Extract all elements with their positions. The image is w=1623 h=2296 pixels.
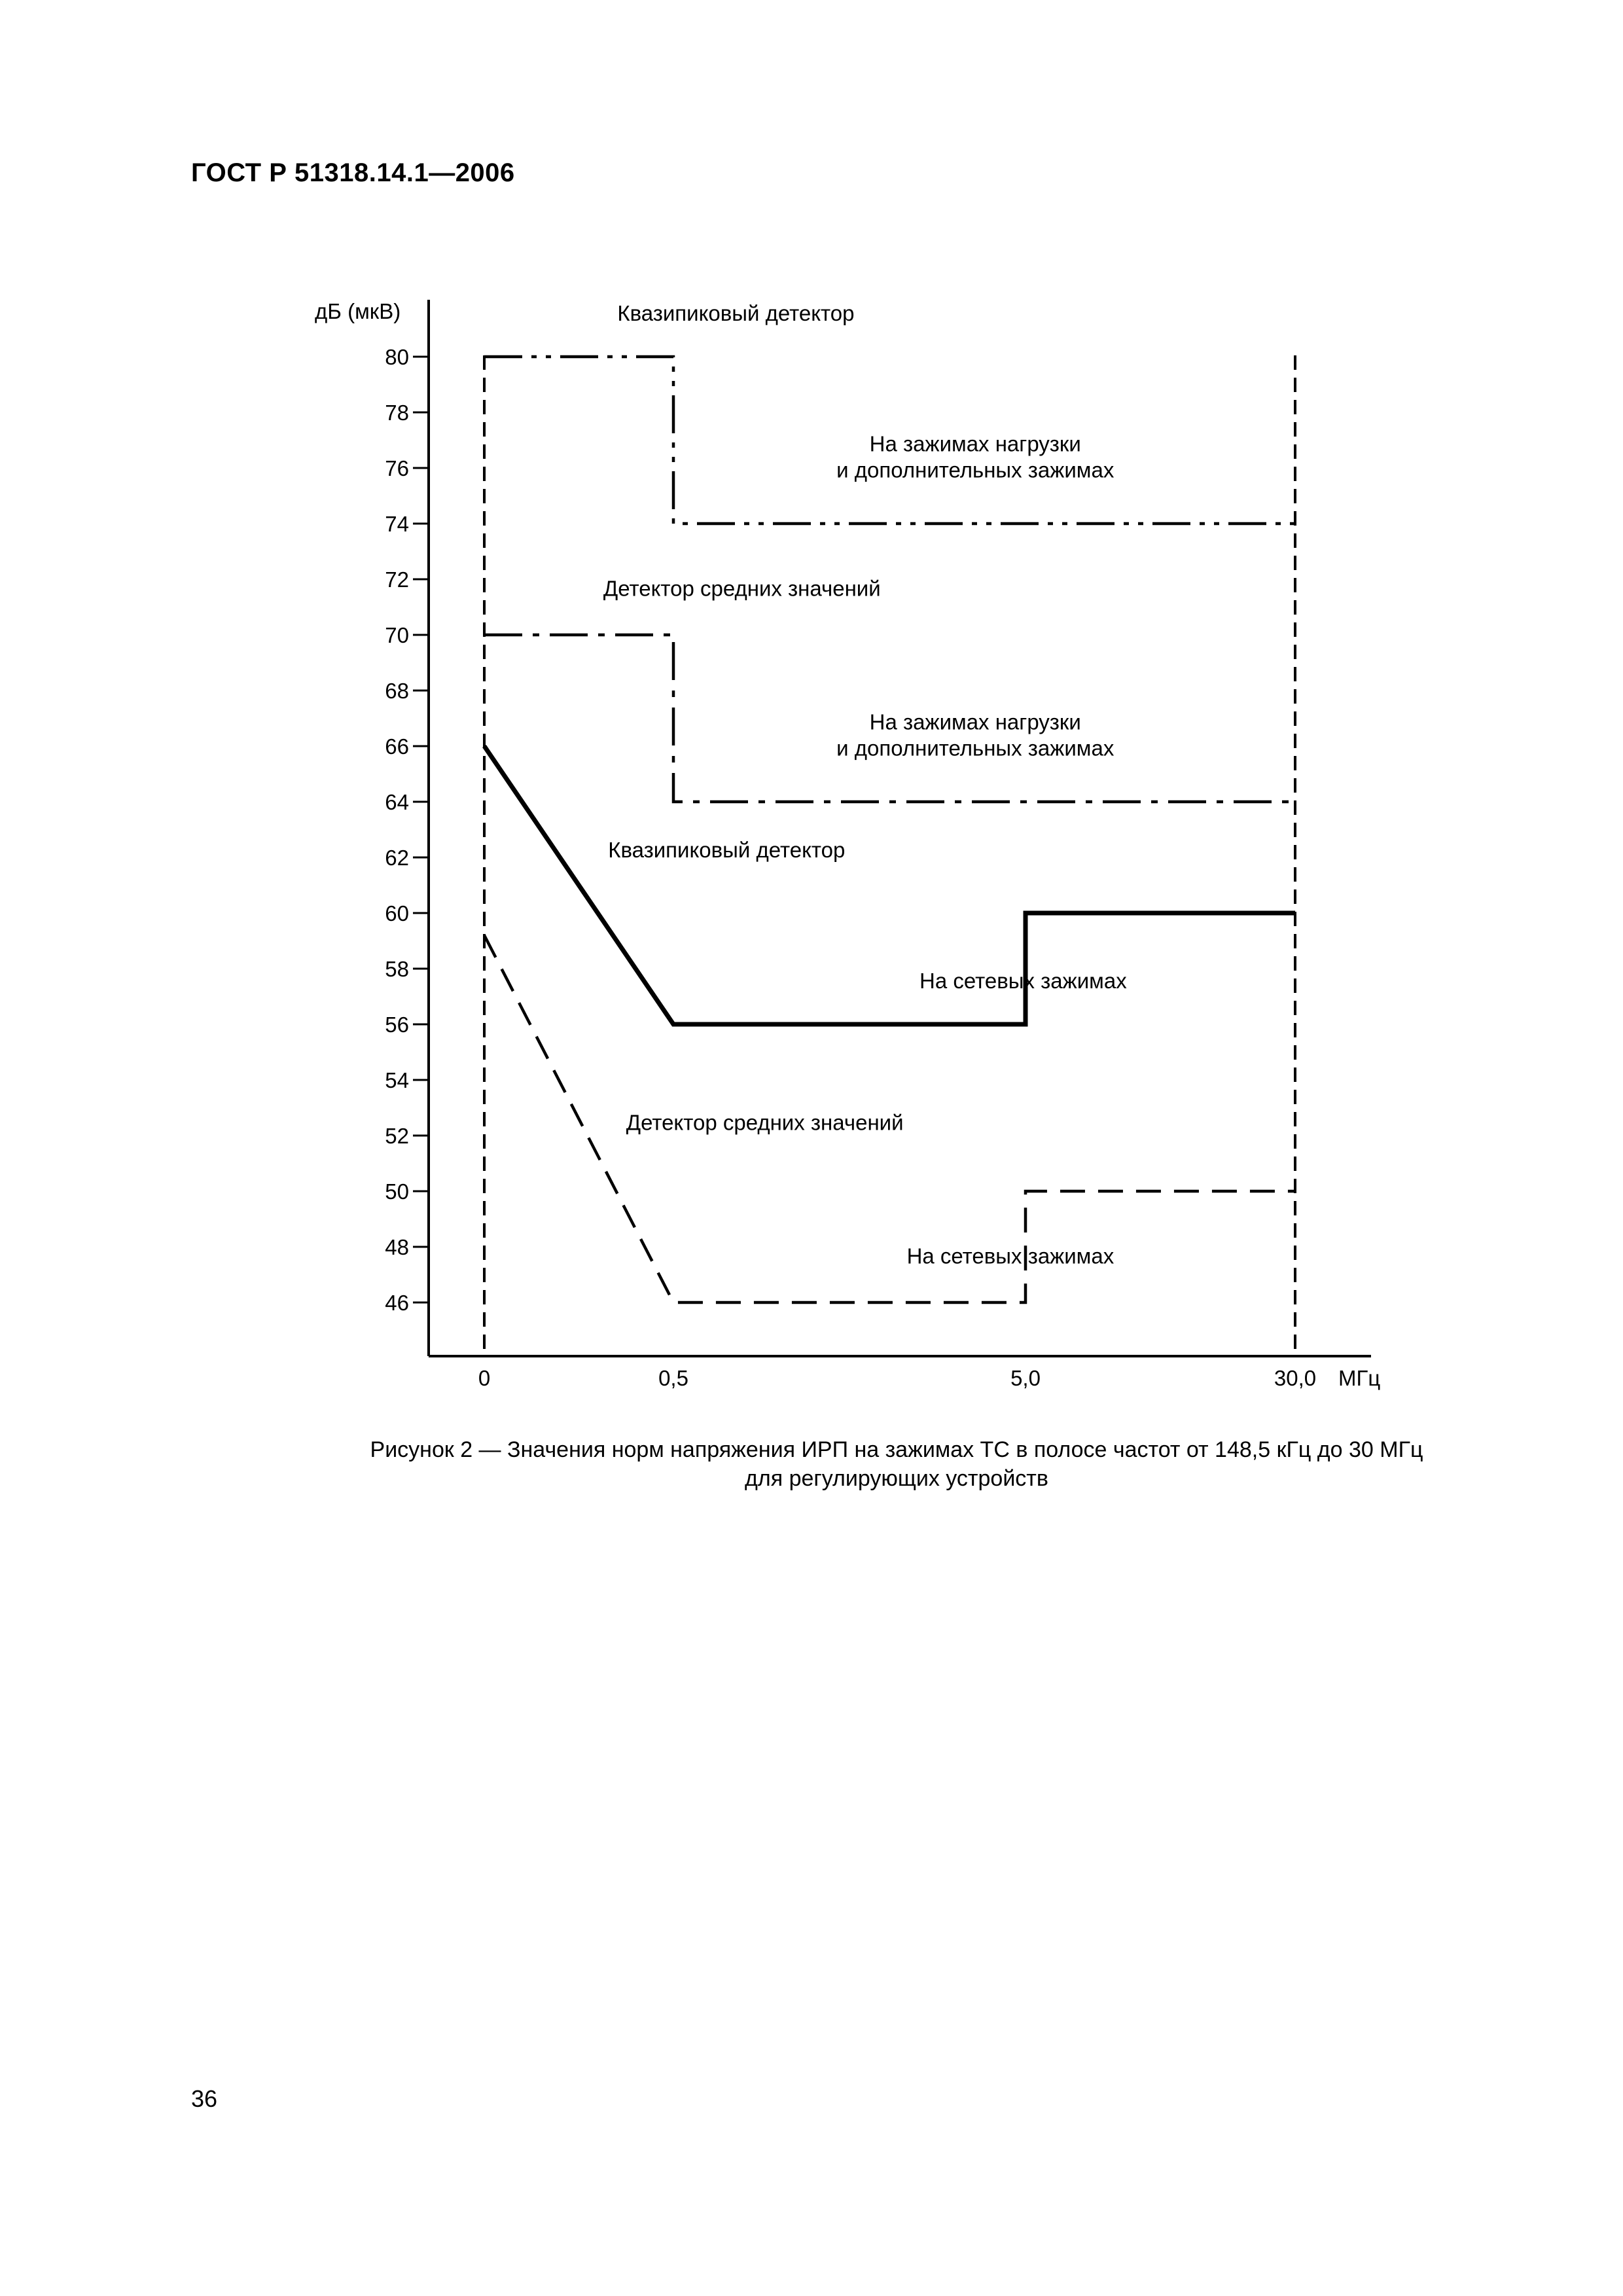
- document-header: ГОСТ Р 51318.14.1—2006: [191, 158, 515, 187]
- annotation-2-line-1: На зажимах нагрузки: [869, 431, 1081, 456]
- page-number: 36: [191, 2085, 218, 2112]
- annotation-4-line-2: и дополнительных зажимах: [836, 736, 1115, 761]
- y-tick-label: 66: [385, 734, 409, 759]
- y-tick-label: 58: [385, 957, 409, 981]
- y-tick-label: 48: [385, 1235, 409, 1259]
- y-tick-label: 80: [385, 345, 409, 369]
- y-tick-label: 56: [385, 1013, 409, 1037]
- y-tick-label: 46: [385, 1291, 409, 1315]
- y-tick-label: 68: [385, 679, 409, 703]
- annotation-6-line-1: На сетевых зажимах: [919, 968, 1127, 993]
- x-tick-label: 30,0: [1274, 1366, 1317, 1390]
- y-tick-label: 60: [385, 901, 409, 925]
- figure-caption-line-2: для регулирующих устройств: [745, 1466, 1048, 1491]
- y-tick-label: 54: [385, 1068, 409, 1092]
- y-tick-label: 64: [385, 790, 409, 814]
- series-line-3: [484, 746, 1295, 1024]
- y-tick-label: 72: [385, 567, 409, 592]
- y-tick-label: 76: [385, 456, 409, 480]
- y-tick-label: 78: [385, 401, 409, 425]
- figure-caption-line-1: Рисунок 2 — Значения норм напряжения ИРП на зажимах ТС в полосе частот от 148,5 кГц до 30 МГц: [370, 1437, 1423, 1462]
- annotation-1-line-1: Квазипиковый детектор: [617, 300, 855, 325]
- annotation-7-line-1: Детектор средних значений: [626, 1110, 904, 1135]
- annotation-4-line-1: На зажимах нагрузки: [869, 709, 1081, 734]
- annotation-2-line-2: и дополнительных зажимах: [836, 457, 1115, 482]
- x-tick-label: 5,0: [1010, 1366, 1041, 1390]
- x-tick-label: 0,5: [658, 1366, 688, 1390]
- annotation-3-line-1: Детектор средних значений: [603, 576, 881, 601]
- y-tick-label: 70: [385, 623, 409, 647]
- x-tick-label: 0: [478, 1366, 491, 1390]
- annotation-5-line-1: Квазипиковый детектор: [608, 838, 846, 862]
- annotation-8-line-1: На сетевых зажимах: [906, 1244, 1115, 1268]
- y-tick-label: 74: [385, 512, 409, 536]
- y-tick-label: 50: [385, 1179, 409, 1204]
- y-tick-label: 52: [385, 1124, 409, 1148]
- y-axis-label: дБ (мкВ): [315, 299, 401, 323]
- y-tick-label: 62: [385, 846, 409, 870]
- x-axis-unit: МГц: [1338, 1366, 1381, 1390]
